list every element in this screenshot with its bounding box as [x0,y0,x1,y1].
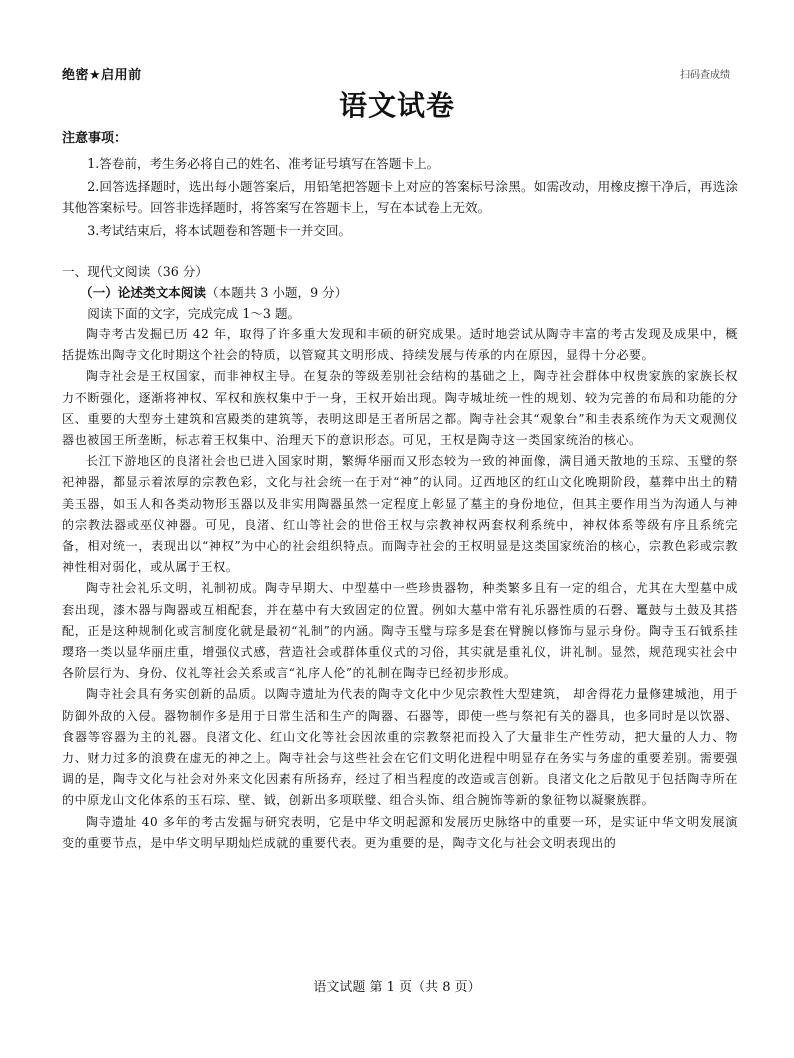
page-footer: 语文试题 第 1 页（共 8 页） [313,980,481,995]
passage-paragraph: 长江下游地区的良渚社会也已进入国家时期，繁缛华丽而又形态较为一致的神面像，满目通天散地的玉琮、玉璧的祭祀神器，都显示着浓厚的宗教色彩，文化与社会统一在于对“神”的认同。辽西地区的红山文化晚期阶段，墓葬中出土的精美玉器，如玉人和各类动物形玉器以及非实用陶器虽然一定程度上彰显了墓主的身份地位，但其主要作用当为沟通人与神的宗教法器或巫仪神器。可见，良渚、红山等社会的世俗王权与宗教神权两套权利系统中，神权体系等级有序且系统完备，相对统一，表现出以“神权”为中心的社会组织特点。而陶寺社会的王权明显是这类国家统治的核心，宗教色彩或宗教神性相对弱化，或从属于王权。 [62,454,738,575]
notes-item: 2.回答选择题时，选出每小题答案后，用铅笔把答题卡上对应的答案标号涂黑。如需改动，用橡皮擦干净后，再选涂其他答案标号。回答非选择题时，将答案写在答题卡上，写在本试卷上无效。 [62,179,738,215]
notes-heading: 注意事项： [62,131,128,146]
reading-passage [62,324,738,854]
subsection-score: （本题共 3 小题，9 分） [205,285,348,300]
page-title: 语文试卷 [338,89,455,122]
subsection-heading [62,282,738,303]
subsection-title: （一）论述类文本阅读 [80,285,206,300]
notes-item: 3.考试结束后，将本试题卷和答题卡一并交回。 [87,223,352,238]
confidential-label: 绝密★启用前 [62,68,142,83]
notes-section [62,128,738,241]
notes-item: 1.答卷前，考生务必将自己的姓名、准考证号填写在答题卡上。 [87,156,440,171]
reading-instruction: 阅读下面的文字，完成完成 1～3 题。 [87,306,301,321]
section-heading: 一、现代文阅读（36 分） [62,264,208,279]
passage-paragraph: 陶寺社会是王权国家，而非神权主导。在复杂的等级差别社会结构的基础之上，陶寺社会群体中权贵家族的家族长权力不断强化，逐渐将神权、军权和族权集中于一身，王权开始出现。陶寺城址统一性的规划、较为完善的布局和功能的分区、重要的大型夯土建筑和宫殿类的建筑等，表明这即是王者所居之都。陶寺社会其“观象台”和圭表系统作为天文观测仪器也被国王所垄断，标志着王权集中、治理天下的意识形态。可见，王权是陶寺这一类国家统治的核心。 [62,369,738,448]
passage-paragraph: 陶寺考古发掘已历 42 年，取得了许多重大发现和丰硕的研究成果。适时地尝试从陶寺丰富的考古发现及成果中，概括提炼出陶寺文化时期这个社会的特质，以管窥其文明形成、持续发展与传承的内在原因，显得十分必要。 [62,327,738,363]
passage-paragraph: 陶寺遗址 40 多年的考古发掘与研究表明，它是中华文明起源和发展历史脉络中的重要一环，是实证中华文明发展演变的重要节点，是中华文明早期灿烂成就的重要代表。更为重要的是，陶寺文化与社会文明表现出的 [62,814,738,850]
spacer [62,243,738,261]
passage-paragraph: 陶寺社会礼乐文明，礼制初成。陶寺早期大、中型墓中一些珍贵器物，种类繁多且有一定的组合，尤其在大型墓中成套出现，漆木器与陶器或互相配套，并在墓中有大致固定的位置。例如大墓中常有礼乐器性质的石磬、鼍鼓与土鼓及其搭配，正是这种规制化或言制度化就是最初“礼制”的内涵。陶寺玉璧与琮多是套在臂腕以修饰与显示身份。陶寺玉石钺系挂璎珞一类以显华丽庄重，增强仪式感，营造社会或群体重仪式的习俗，其实就是重礼仪，讲礼制。显然，规范现实社会中各阶层行为、身份、仪礼等社会关系或言“礼序人伦”的礼制在陶寺已经初步形成。 [62,581,738,681]
exam-content [62,128,738,854]
scan-score-label: 扫码查成绩 [680,70,730,81]
passage-paragraph: 陶寺社会具有务实创新的品质。以陶寺遗址为代表的陶寺文化中少见宗教性大型建筑， 却舍得花力量修建城池，用于防御外敌的入侵。器物制作多是用于日常生活和生产的陶器、石器等，即使一些与祭祀有关的器具，也多同时是以饮器、食器等容器为主的礼器。良渚文化、红山文化等社会因浓重的宗教祭祀而投入了大量非生产性劳动，把大量的人力、物力、财力过多的浪费在虚无的神之上。陶寺社会与这些社会在它们文明化进程中明显存在务实与务虚的重要差别。需要强调的是，陶寺文化与社会对外来文化因素有所扬弃，经过了相当程度的改造或言创新。良渚文化之后散见于包括陶寺所在的中原龙山文化体系的玉石琮、壁、钺，创新出多项联璧、组合头饰、组合腕饰等新的象征物以凝聚族群。 [62,687,738,808]
